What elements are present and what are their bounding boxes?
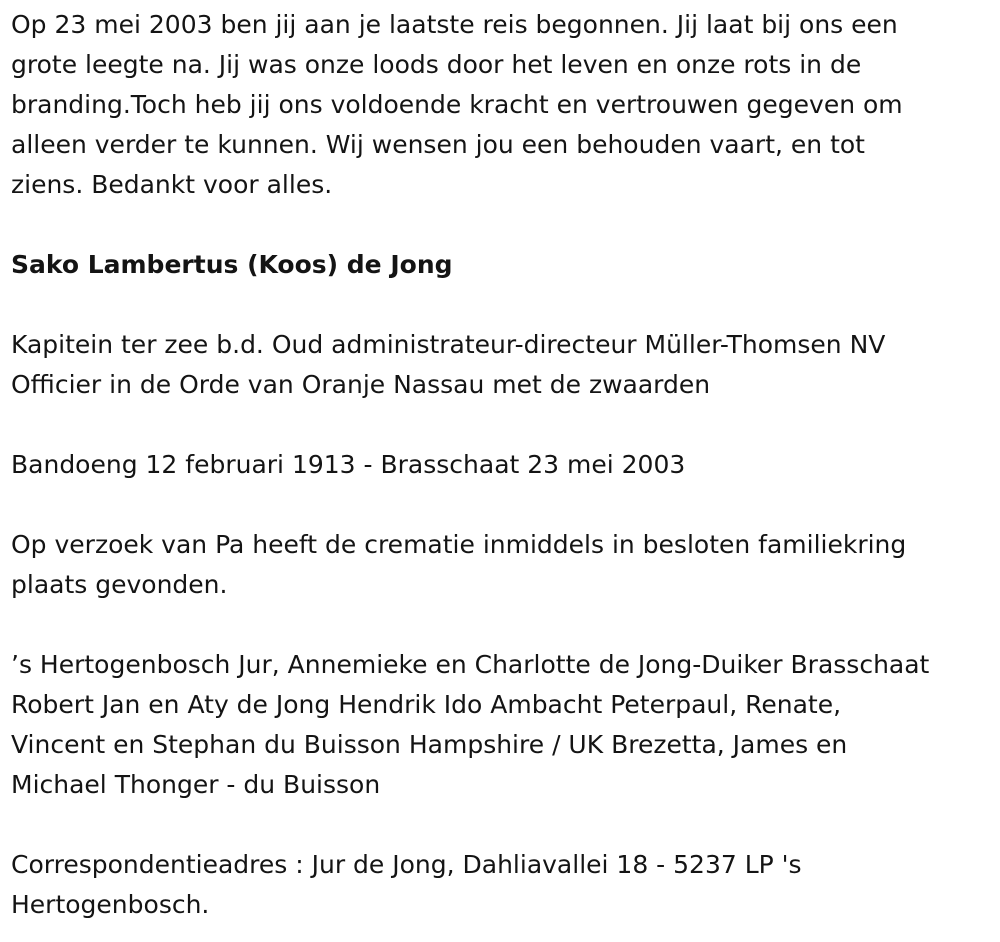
intro-paragraph: [11, 5, 996, 205]
intro-line: grote leegte na. Jij was onze loods door het leven en onze rots in de: [11, 50, 862, 79]
correspondence-line: Hertogenbosch.: [11, 890, 210, 919]
intro-line: alleen verder te kunnen. Wij wensen jou een behouden vaart, en tot: [11, 130, 865, 159]
intro-line: branding.Toch heb jij ons voldoende kracht en vertrouwen gegeven om: [11, 90, 903, 119]
title-line: Officier in de Orde van Oranje Nassau met de zwaarden: [11, 370, 711, 399]
intro-line: ziens. Bedankt voor alles.: [11, 170, 333, 199]
cremation-line: plaats gevonden.: [11, 570, 228, 599]
deceased-name: Sako Lambertus (Koos) de Jong: [11, 250, 453, 279]
dates-paragraph: [11, 445, 996, 485]
intro-line: Op 23 mei 2003 ben jij aan je laatste reis begonnen. Jij laat bij ons een: [11, 10, 898, 39]
family-paragraph: [11, 645, 996, 805]
correspondence-line: Correspondentieadres : Jur de Jong, Dahliavallei 18 - 5237 LP 's: [11, 850, 802, 879]
deceased-name-paragraph: [11, 245, 996, 285]
title-line: Kapitein ter zee b.d. Oud administrateur-directeur Müller-Thomsen NV: [11, 330, 886, 359]
obituary-document: [11, 5, 996, 925]
titles-paragraph: [11, 325, 996, 405]
family-line: Michael Thonger - du Buisson: [11, 770, 381, 799]
correspondence-paragraph: [11, 845, 996, 925]
cremation-paragraph: [11, 525, 996, 605]
family-line: Robert Jan en Aty de Jong Hendrik Ido Ambacht Peterpaul, Renate,: [11, 690, 842, 719]
birth-death-dates: Bandoeng 12 februari 1913 - Brasschaat 23 mei 2003: [11, 450, 686, 479]
cremation-line: Op verzoek van Pa heeft de crematie inmiddels in besloten familiekring: [11, 530, 907, 559]
family-line: ’s Hertogenbosch Jur, Annemieke en Charlotte de Jong-Duiker Brasschaat: [11, 650, 930, 679]
family-line: Vincent en Stephan du Buisson Hampshire / UK Brezetta, James en: [11, 730, 848, 759]
